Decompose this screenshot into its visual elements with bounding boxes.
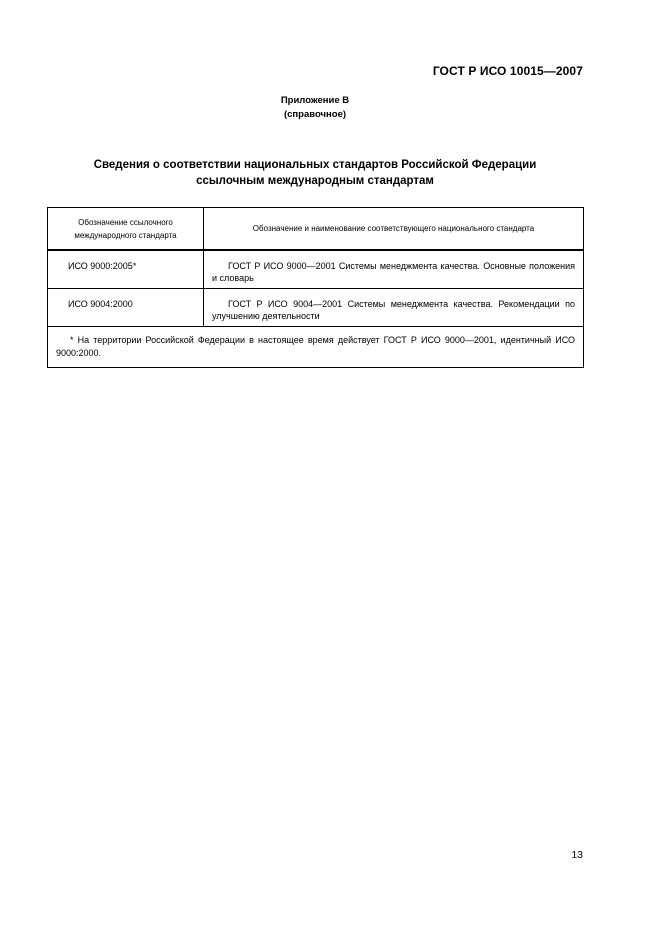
header-national-standard: Обозначение и наименование соответствующего национального стандарта <box>204 208 584 251</box>
appendix-heading <box>0 94 630 122</box>
document-code: ГОСТ Р ИСО 10015—2007 <box>432 64 583 78</box>
table-row <box>48 250 584 289</box>
title-line-1: Сведения о соответствии национальных стандартов Российской Федерации <box>93 159 537 171</box>
international-standard-cell: ИСО 9004:2000 <box>48 289 204 327</box>
table-header-row <box>48 208 584 251</box>
table-footnote-row <box>48 327 584 368</box>
footnote-text: * На территории Российской Федерации в настоящее время действует ГОСТ Р ИСО 9000—2001, идентичный ИСО 9000:2000. <box>56 335 575 358</box>
appendix-label: Приложение В <box>280 95 350 106</box>
header-international-standard: Обозначение ссылочного международного стандарта <box>48 208 204 251</box>
page-number: 13 <box>571 849 583 861</box>
table-row <box>48 289 584 327</box>
title-line-2: ссылочным международным стандартам <box>196 175 434 187</box>
standards-correspondence-table <box>47 207 584 368</box>
national-standard-text: ГОСТ Р ИСО 9000—2001 Системы менеджмента качества. Основные положения и словарь <box>212 261 575 283</box>
national-standard-cell <box>204 250 584 289</box>
section-title <box>0 157 630 189</box>
appendix-status: (справочное) <box>283 109 347 120</box>
national-standard-text: ГОСТ Р ИСО 9004—2001 Системы менеджмента качества. Рекомендации по улучшению деятельности <box>212 299 575 321</box>
international-standard-cell: ИСО 9000:2005* <box>48 250 204 289</box>
table-footnote <box>48 327 584 368</box>
national-standard-cell <box>204 289 584 327</box>
